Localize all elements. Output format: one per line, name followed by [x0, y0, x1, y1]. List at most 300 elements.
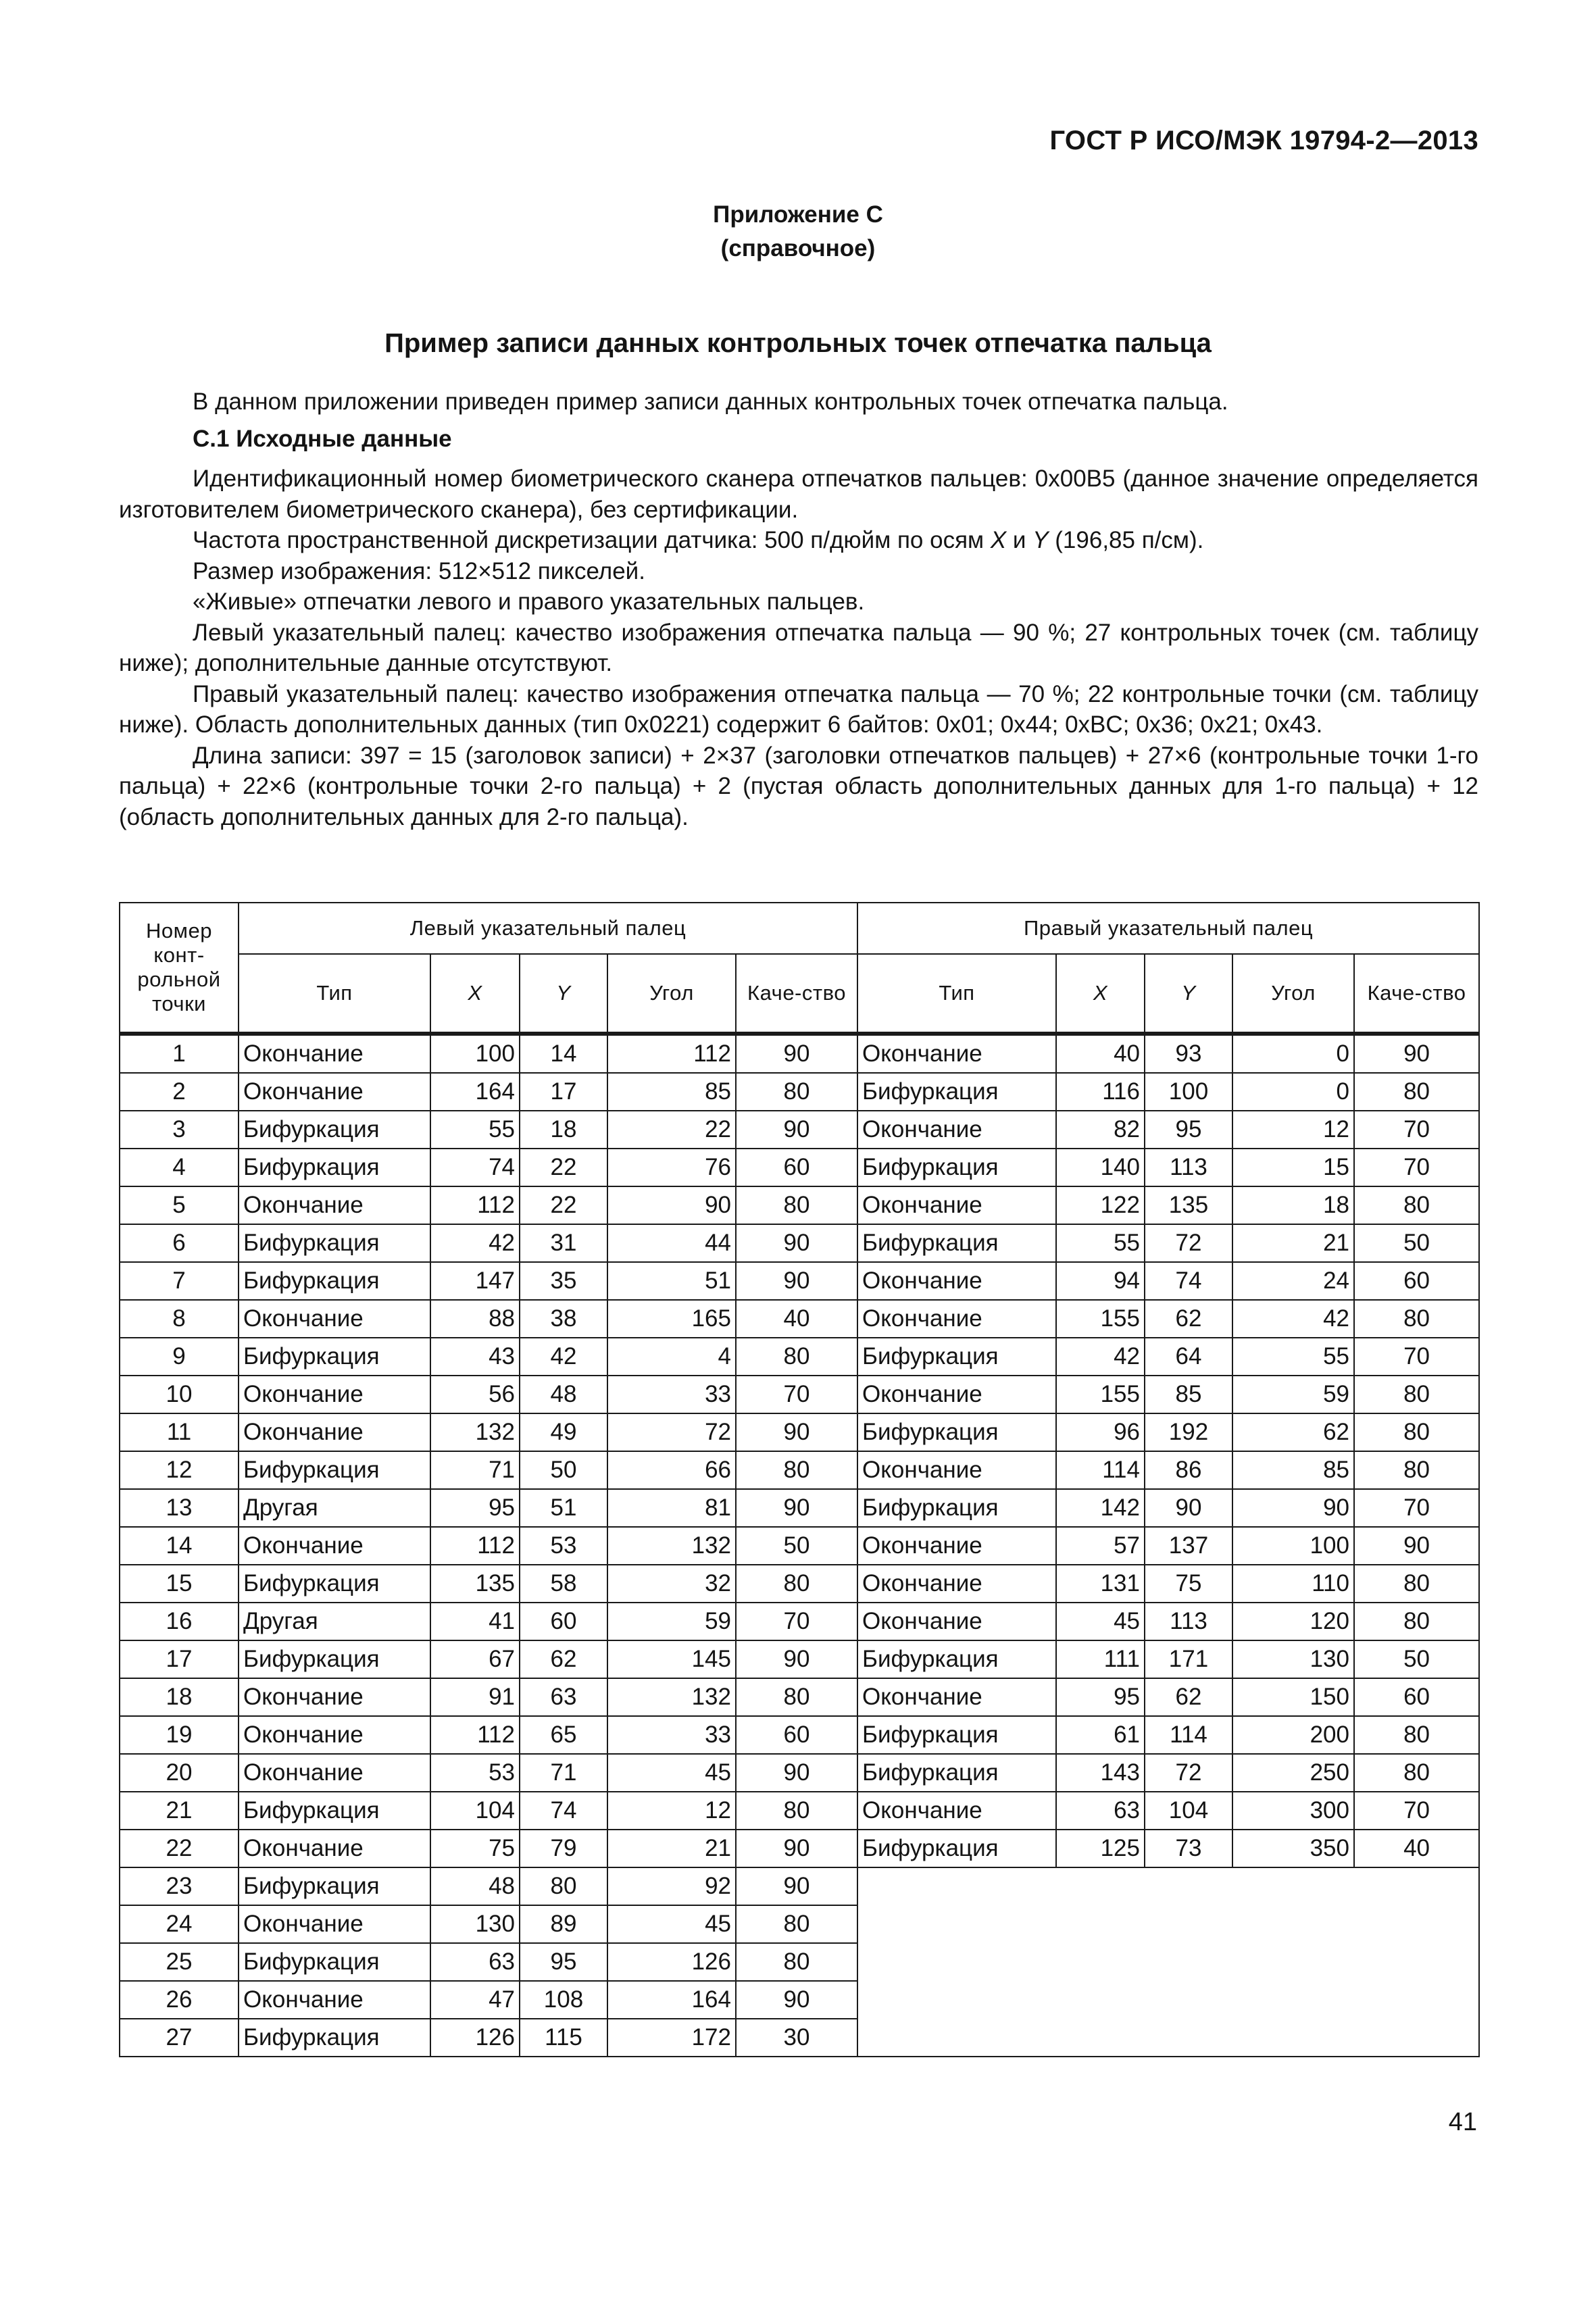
cell-la: 92 [607, 1867, 736, 1905]
cell-n: 15 [120, 1565, 239, 1603]
cell-ly: 115 [520, 2019, 607, 2057]
cell-ly: 51 [520, 1489, 607, 1527]
cell-n: 26 [120, 1981, 239, 2019]
cell-n: 9 [120, 1338, 239, 1376]
cell-ly: 14 [520, 1034, 607, 1073]
cell-n: 16 [120, 1603, 239, 1640]
cell-ly: 53 [520, 1527, 607, 1565]
cell-ly: 71 [520, 1754, 607, 1792]
cell-rq: 50 [1354, 1224, 1479, 1262]
cell-ry: 86 [1145, 1451, 1232, 1489]
paragraph-right-finger: Правый указательный палец: качество изображения отпечатка пальца — 70 %; 22 контрольные точки (см. таблицу ниже). Область дополнительных данных (тип 0x0221) содержит 6 байтов: 0x01; 0x44; 0xBC; 0x36; 0x21; 0x43. [119, 680, 1478, 738]
cell-lt: Окончание [239, 1678, 430, 1716]
cell-rt: Окончание [857, 1262, 1056, 1300]
cell-lx: 112 [430, 1527, 520, 1565]
cell-rt: Окончание [857, 1527, 1056, 1565]
cell-rt: Бифуркация [857, 1073, 1056, 1111]
cell-ry: 64 [1145, 1338, 1232, 1376]
cell-ra: 15 [1232, 1149, 1354, 1186]
cell-la: 90 [607, 1186, 736, 1224]
cell-ly: 80 [520, 1867, 607, 1905]
cell-ry: 113 [1145, 1603, 1232, 1640]
annex-title: Приложение С [713, 201, 883, 228]
cell-lx: 47 [430, 1981, 520, 2019]
cell-lt: Бифуркация [239, 1792, 430, 1830]
cell-n: 7 [120, 1262, 239, 1300]
paragraph-left-finger: Левый указательный палец: качество изображения отпечатка пальца — 90 %; 27 контрольных точек (см. таблицу ниже); дополнительные данные отсутствуют. [119, 619, 1478, 676]
page-number: 41 [1448, 2108, 1477, 2136]
table-row [120, 1565, 1479, 1603]
cell-lt: Бифуркация [239, 1565, 430, 1603]
cell-ra: 150 [1232, 1678, 1354, 1716]
cell-lq: 80 [736, 1943, 857, 1981]
cell-rt: Бифуркация [857, 1338, 1056, 1376]
header-left-type: Тип [239, 954, 430, 1034]
cell-n: 18 [120, 1678, 239, 1716]
cell-lt: Окончание [239, 1186, 430, 1224]
paragraph-image-size: Размер изображения: 512×512 пикселей. [193, 557, 645, 584]
cell-lx: 43 [430, 1338, 520, 1376]
cell-rx: 63 [1056, 1792, 1145, 1830]
cell-ra: 250 [1232, 1754, 1354, 1792]
cell-rq: 80 [1354, 1186, 1479, 1224]
cell-ry: 73 [1145, 1830, 1232, 1867]
cell-rq: 80 [1354, 1300, 1479, 1338]
cell-lq: 50 [736, 1527, 857, 1565]
cell-lq: 80 [736, 1451, 857, 1489]
cell-ra: 24 [1232, 1262, 1354, 1300]
cell-ra: 42 [1232, 1300, 1354, 1338]
cell-lx: 75 [430, 1830, 520, 1867]
cell-rt: Окончание [857, 1678, 1056, 1716]
cell-ly: 50 [520, 1451, 607, 1489]
cell-lq: 90 [736, 1754, 857, 1792]
cell-rx: 96 [1056, 1413, 1145, 1451]
cell-rt: Бифуркация [857, 1830, 1056, 1867]
cell-n: 13 [120, 1489, 239, 1527]
cell-ly: 22 [520, 1186, 607, 1224]
cell-ra: 300 [1232, 1792, 1354, 1830]
cell-ly: 38 [520, 1300, 607, 1338]
cell-lt: Бифуркация [239, 1262, 430, 1300]
cell-lt: Бифуркация [239, 1111, 430, 1149]
cell-ly: 60 [520, 1603, 607, 1640]
cell-la: 165 [607, 1300, 736, 1338]
table-row [120, 1489, 1479, 1527]
cell-rq: 70 [1354, 1489, 1479, 1527]
table-row [120, 1224, 1479, 1262]
cell-ry: 62 [1145, 1678, 1232, 1716]
cell-lq: 90 [736, 1413, 857, 1451]
cell-ra: 0 [1232, 1073, 1354, 1111]
cell-n: 27 [120, 2019, 239, 2057]
table-row [120, 1830, 1479, 1867]
cell-lx: 67 [430, 1640, 520, 1678]
cell-rq: 60 [1354, 1678, 1479, 1716]
cell-n: 21 [120, 1792, 239, 1830]
table-row [120, 1413, 1479, 1451]
cell-rq: 60 [1354, 1262, 1479, 1300]
cell-lt: Окончание [239, 1754, 430, 1792]
cell-rt: Бифуркация [857, 1489, 1056, 1527]
header-left-quality: Каче-ство [736, 954, 857, 1034]
cell-lx: 112 [430, 1716, 520, 1754]
header-left-y: Y [520, 954, 607, 1034]
cell-lx: 55 [430, 1111, 520, 1149]
cell-lq: 80 [736, 1186, 857, 1224]
cell-la: 132 [607, 1678, 736, 1716]
cell-ra: 110 [1232, 1565, 1354, 1603]
cell-lx: 53 [430, 1754, 520, 1792]
cell-ra: 21 [1232, 1224, 1354, 1262]
cell-la: 21 [607, 1830, 736, 1867]
cell-ly: 63 [520, 1678, 607, 1716]
cell-lq: 30 [736, 2019, 857, 2057]
cell-rt: Бифуркация [857, 1413, 1056, 1451]
table-row [120, 1792, 1479, 1830]
cell-n: 3 [120, 1111, 239, 1149]
cell-lt: Окончание [239, 1830, 430, 1867]
minutiae-table [119, 902, 1480, 2057]
cell-n: 23 [120, 1867, 239, 1905]
cell-lt: Бифуркация [239, 1451, 430, 1489]
header-left-x: X [430, 954, 520, 1034]
cell-ry: 171 [1145, 1640, 1232, 1678]
header-right-angle: Угол [1232, 954, 1354, 1034]
cell-ry: 192 [1145, 1413, 1232, 1451]
cell-rt: Окончание [857, 1186, 1056, 1224]
cell-rx: 111 [1056, 1640, 1145, 1678]
header-right-x: X [1056, 954, 1145, 1034]
cell-lq: 80 [736, 1678, 857, 1716]
cell-ly: 58 [520, 1565, 607, 1603]
cell-rx: 142 [1056, 1489, 1145, 1527]
cell-lx: 41 [430, 1603, 520, 1640]
cell-ry: 137 [1145, 1527, 1232, 1565]
cell-n: 4 [120, 1149, 239, 1186]
cell-rt: Окончание [857, 1565, 1056, 1603]
cell-ra: 100 [1232, 1527, 1354, 1565]
cell-rx: 143 [1056, 1754, 1145, 1792]
cell-ra: 120 [1232, 1603, 1354, 1640]
cell-lt: Окончание [239, 1527, 430, 1565]
cell-la: 12 [607, 1792, 736, 1830]
table-body [120, 1034, 1479, 2057]
cell-lq: 90 [736, 1830, 857, 1867]
cell-lt: Бифуркация [239, 1224, 430, 1262]
cell-la: 145 [607, 1640, 736, 1678]
cell-rq: 80 [1354, 1565, 1479, 1603]
cell-lq: 80 [736, 1338, 857, 1376]
table-row [120, 1603, 1479, 1640]
cell-ry: 85 [1145, 1376, 1232, 1413]
cell-ry: 90 [1145, 1489, 1232, 1527]
table-row [120, 1338, 1479, 1376]
cell-lx: 147 [430, 1262, 520, 1300]
cell-la: 59 [607, 1603, 736, 1640]
cell-ry: 62 [1145, 1300, 1232, 1338]
cell-lt: Бифуркация [239, 1338, 430, 1376]
cell-rt: Окончание [857, 1376, 1056, 1413]
cell-lt: Бифуркация [239, 2019, 430, 2057]
cell-lq: 40 [736, 1300, 857, 1338]
cell-lq: 80 [736, 1565, 857, 1603]
cell-rq: 80 [1354, 1413, 1479, 1451]
cell-n: 10 [120, 1376, 239, 1413]
header-point-number: Номер конт-рольной точки [120, 903, 239, 1034]
cell-rx: 155 [1056, 1300, 1145, 1338]
cell-lq: 60 [736, 1716, 857, 1754]
cell-rt: Бифуркация [857, 1716, 1056, 1754]
table-row [120, 1300, 1479, 1338]
cell-la: 72 [607, 1413, 736, 1451]
cell-ly: 48 [520, 1376, 607, 1413]
table-row [120, 1262, 1479, 1300]
cell-n: 14 [120, 1527, 239, 1565]
cell-la: 81 [607, 1489, 736, 1527]
cell-la: 32 [607, 1565, 736, 1603]
cell-ry: 93 [1145, 1034, 1232, 1073]
cell-n: 17 [120, 1640, 239, 1678]
cell-ly: 42 [520, 1338, 607, 1376]
cell-rq: 80 [1354, 1376, 1479, 1413]
cell-rq: 90 [1354, 1527, 1479, 1565]
cell-ra: 55 [1232, 1338, 1354, 1376]
cell-lx: 126 [430, 2019, 520, 2057]
cell-ly: 89 [520, 1905, 607, 1943]
cell-rx: 155 [1056, 1376, 1145, 1413]
cell-rx: 82 [1056, 1111, 1145, 1149]
cell-lx: 63 [430, 1943, 520, 1981]
cell-ra: 18 [1232, 1186, 1354, 1224]
cell-la: 33 [607, 1716, 736, 1754]
cell-rt: Окончание [857, 1451, 1056, 1489]
annex-heading: Пример записи данных контрольных точек отпечатка пальца [384, 328, 1212, 358]
cell-lq: 90 [736, 1640, 857, 1678]
cell-ra: 350 [1232, 1830, 1354, 1867]
cell-ry: 100 [1145, 1073, 1232, 1111]
table-row [120, 1111, 1479, 1149]
cell-lx: 42 [430, 1224, 520, 1262]
cell-lx: 88 [430, 1300, 520, 1338]
cell-ra: 59 [1232, 1376, 1354, 1413]
cell-lx: 56 [430, 1376, 520, 1413]
cell-lq: 90 [736, 1111, 857, 1149]
cell-n: 19 [120, 1716, 239, 1754]
header-left-finger: Левый указательный палец [239, 903, 857, 954]
cell-lx: 164 [430, 1073, 520, 1111]
cell-rq: 70 [1354, 1792, 1479, 1830]
cell-rx: 57 [1056, 1527, 1145, 1565]
cell-lx: 112 [430, 1186, 520, 1224]
cell-n: 24 [120, 1905, 239, 1943]
annex-subtitle: (справочное) [720, 235, 876, 261]
table-row [120, 1527, 1479, 1565]
cell-lt: Окончание [239, 1300, 430, 1338]
cell-ra: 0 [1232, 1034, 1354, 1073]
cell-lt: Окончание [239, 1073, 430, 1111]
table-row [120, 1451, 1479, 1489]
cell-ra: 200 [1232, 1716, 1354, 1754]
cell-lq: 60 [736, 1149, 857, 1186]
cell-ra: 12 [1232, 1111, 1354, 1149]
cell-ra: 130 [1232, 1640, 1354, 1678]
cell-lx: 95 [430, 1489, 520, 1527]
cell-rt: Бифуркация [857, 1640, 1056, 1678]
cell-ry: 74 [1145, 1262, 1232, 1300]
paragraph-resolution: Частота пространственной дискретизации датчика: 500 п/дюйм по осям X и Y (196,85 п/см). [193, 527, 1204, 553]
table-row [120, 1376, 1479, 1413]
cell-ry: 135 [1145, 1186, 1232, 1224]
cell-rq: 90 [1354, 1034, 1479, 1073]
cell-lq: 80 [736, 1792, 857, 1830]
cell-rt: Окончание [857, 1300, 1056, 1338]
cell-la: 126 [607, 1943, 736, 1981]
cell-rx: 55 [1056, 1224, 1145, 1262]
axis-y-label: Y [1032, 527, 1049, 553]
cell-rt: Окончание [857, 1603, 1056, 1640]
cell-rx: 45 [1056, 1603, 1145, 1640]
cell-lt: Окончание [239, 1413, 430, 1451]
cell-lq: 90 [736, 1262, 857, 1300]
cell-lt: Окончание [239, 1981, 430, 2019]
cell-la: 172 [607, 2019, 736, 2057]
cell-rq: 70 [1354, 1111, 1479, 1149]
cell-rx: 40 [1056, 1034, 1145, 1073]
empty-right-area [857, 1867, 1479, 2057]
table-row [120, 1754, 1479, 1792]
header-right-quality: Каче-ство [1354, 954, 1479, 1034]
table-row [120, 1073, 1479, 1111]
cell-rx: 116 [1056, 1073, 1145, 1111]
cell-ly: 35 [520, 1262, 607, 1300]
cell-rx: 95 [1056, 1678, 1145, 1716]
cell-la: 45 [607, 1754, 736, 1792]
cell-lq: 90 [736, 1489, 857, 1527]
cell-n: 6 [120, 1224, 239, 1262]
cell-ry: 95 [1145, 1111, 1232, 1149]
cell-ly: 17 [520, 1073, 607, 1111]
cell-ly: 22 [520, 1149, 607, 1186]
cell-rq: 70 [1354, 1149, 1479, 1186]
header-right-type: Тип [857, 954, 1056, 1034]
table-row [120, 1867, 1479, 1905]
cell-lx: 100 [430, 1034, 520, 1073]
cell-lt: Окончание [239, 1034, 430, 1073]
cell-ly: 65 [520, 1716, 607, 1754]
table-row [120, 1186, 1479, 1224]
cell-lx: 71 [430, 1451, 520, 1489]
cell-rq: 80 [1354, 1716, 1479, 1754]
cell-lq: 70 [736, 1376, 857, 1413]
paragraph-scanner-id: Идентификационный номер биометрического сканера отпечатков пальцев: 0x00B5 (данное значение определяется изготовителем биометрического сканера), без сертификации. [119, 466, 1478, 523]
cell-la: 44 [607, 1224, 736, 1262]
table-row [120, 1640, 1479, 1678]
cell-rx: 61 [1056, 1716, 1145, 1754]
cell-lq: 80 [736, 1905, 857, 1943]
paragraph-live-prints: «Живые» отпечатки левого и правого указательных пальцев. [193, 588, 865, 615]
paragraph-record-length: Длина записи: 397 = 15 (заголовок записи) + 2×37 (заголовки отпечатков пальцев) + 27×6 (контрольные точки 1-го пальца) + 22×6 (контрольные точки 2-го пальца) + 2 (пустая область дополнительных данных для 1-го пальца) + 12 (область дополнительных данных для 2-го пальца). [119, 742, 1478, 830]
cell-rx: 94 [1056, 1262, 1145, 1300]
axis-x-label: X [990, 527, 1007, 553]
intro-paragraph: В данном приложении приведен пример записи данных контрольных точек отпечатка пальца. [193, 388, 1228, 415]
cell-rq: 80 [1354, 1603, 1479, 1640]
cell-lx: 130 [430, 1905, 520, 1943]
cell-lq: 90 [736, 1034, 857, 1073]
cell-n: 1 [120, 1034, 239, 1073]
cell-la: 4 [607, 1338, 736, 1376]
cell-rx: 131 [1056, 1565, 1145, 1603]
cell-la: 66 [607, 1451, 736, 1489]
cell-n: 22 [120, 1830, 239, 1867]
cell-rq: 80 [1354, 1073, 1479, 1111]
cell-rq: 70 [1354, 1338, 1479, 1376]
cell-ly: 74 [520, 1792, 607, 1830]
cell-n: 25 [120, 1943, 239, 1981]
cell-la: 51 [607, 1262, 736, 1300]
cell-ly: 18 [520, 1111, 607, 1149]
cell-lx: 48 [430, 1867, 520, 1905]
cell-lq: 80 [736, 1073, 857, 1111]
cell-lt: Окончание [239, 1716, 430, 1754]
cell-lx: 135 [430, 1565, 520, 1603]
cell-ly: 31 [520, 1224, 607, 1262]
cell-lt: Окончание [239, 1376, 430, 1413]
table-row [120, 1716, 1479, 1754]
cell-la: 76 [607, 1149, 736, 1186]
cell-lq: 90 [736, 1981, 857, 2019]
cell-lx: 132 [430, 1413, 520, 1451]
table-row [120, 1149, 1479, 1186]
cell-lt: Бифуркация [239, 1149, 430, 1186]
cell-ly: 79 [520, 1830, 607, 1867]
cell-rx: 125 [1056, 1830, 1145, 1867]
cell-lx: 104 [430, 1792, 520, 1830]
cell-n: 2 [120, 1073, 239, 1111]
cell-ry: 104 [1145, 1792, 1232, 1830]
cell-rq: 80 [1354, 1754, 1479, 1792]
cell-ry: 72 [1145, 1224, 1232, 1262]
cell-lq: 70 [736, 1603, 857, 1640]
body-text [119, 386, 1478, 832]
cell-rt: Бифуркация [857, 1149, 1056, 1186]
cell-n: 12 [120, 1451, 239, 1489]
cell-lx: 74 [430, 1149, 520, 1186]
cell-la: 33 [607, 1376, 736, 1413]
cell-ra: 90 [1232, 1489, 1354, 1527]
cell-lq: 90 [736, 1867, 857, 1905]
cell-ly: 108 [520, 1981, 607, 2019]
cell-ly: 49 [520, 1413, 607, 1451]
cell-ly: 95 [520, 1943, 607, 1981]
cell-rx: 42 [1056, 1338, 1145, 1376]
cell-rq: 40 [1354, 1830, 1479, 1867]
header-left-angle: Угол [607, 954, 736, 1034]
cell-ry: 113 [1145, 1149, 1232, 1186]
standard-designation: ГОСТ Р ИСО/МЭК 19794-2—2013 [1049, 126, 1478, 155]
cell-lt: Окончание [239, 1905, 430, 1943]
header-right-y: Y [1145, 954, 1232, 1034]
cell-n: 5 [120, 1186, 239, 1224]
cell-la: 112 [607, 1034, 736, 1073]
cell-lx: 91 [430, 1678, 520, 1716]
cell-rt: Бифуркация [857, 1224, 1056, 1262]
cell-rx: 122 [1056, 1186, 1145, 1224]
header-right-finger: Правый указательный палец [857, 903, 1479, 954]
table-row [120, 1678, 1479, 1716]
cell-n: 8 [120, 1300, 239, 1338]
cell-rx: 114 [1056, 1451, 1145, 1489]
